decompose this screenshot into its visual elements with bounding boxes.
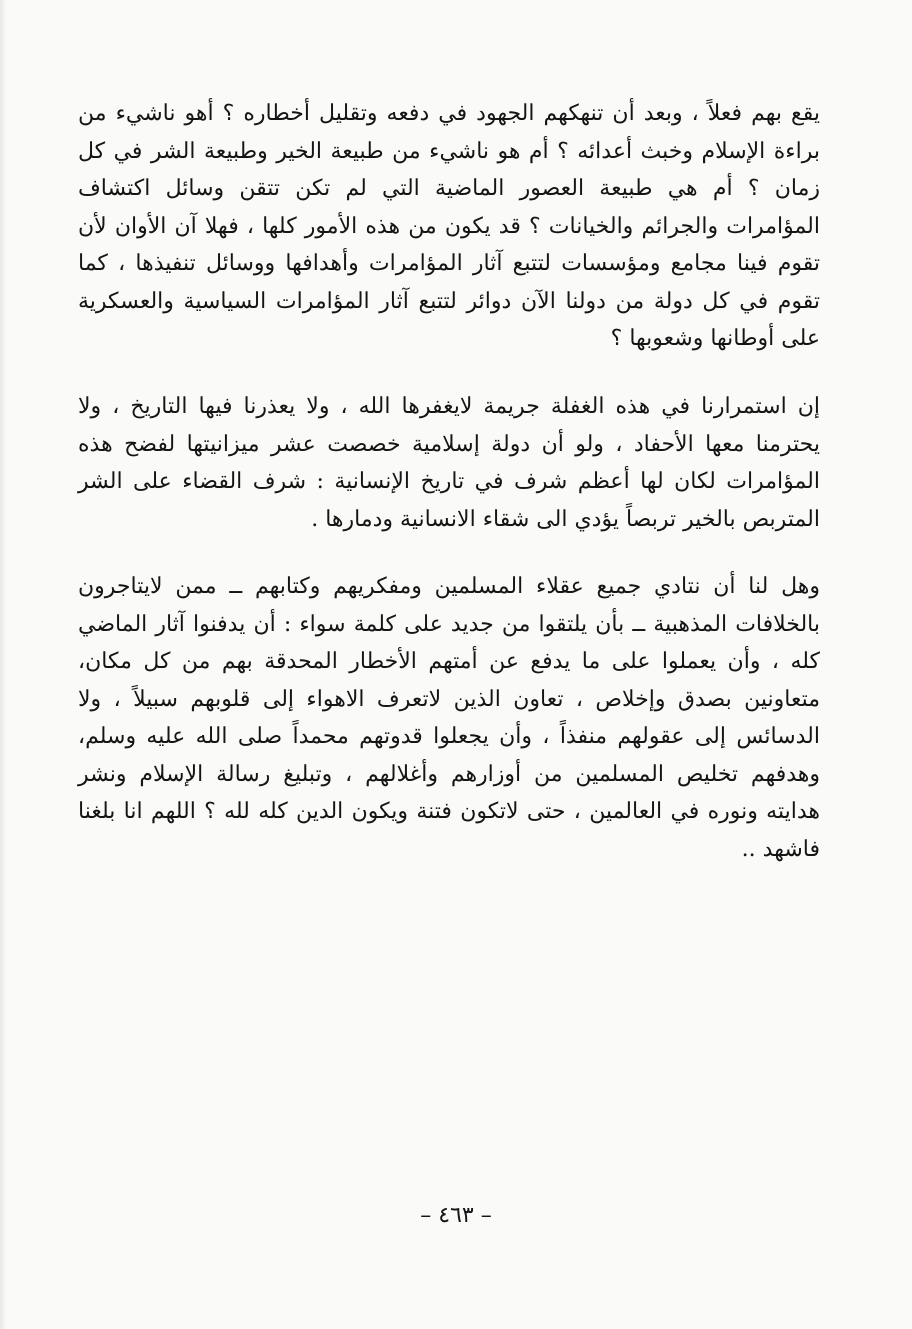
paragraph-3: [78, 568, 820, 868]
paragraph-3-text: وهل لنا أن نتادي جميع عقلاء المسلمين ومفكريهم وكتابهم ــ ممن لايتاجرون بالخلافات المذهبية ــ بأن يلتقوا من جديد على كلمة سواء : أن يدفنوا آثار الماضي كله ، وأن يعملوا على ما يدفع عن أمتهم الأخطار المحدقة بهم من كل مكان، متعاونين بصدق وإخلاص ، تعاون الذين لاتعرف الاهواء إلى قلوبهم سبيلاً ، ولا الدسائس إلى عقولهم منفذاً ، وأن يجعلوا قدوتهم محمداً صلى الله عليه وسلم، وهدفهم تخليص المسلمين من أوزارهم وأغلالهم ، وتبليغ رسالة الإسلام ونشر هدايته ونوره في العالمين ، حتى لاتكون فتنة ويكون الدين كله لله ؟ اللهم انا بلغنا فاشهد ..: [78, 574, 821, 862]
paragraph-1: [78, 95, 820, 358]
paragraph-1-text: يقع بهم فعلاً ، وبعد أن تنهكهم الجهود في دفعه وتقليل أخطاره ؟ أهو ناشيء من براءة الإسلام وخبث أعدائه ؟ أم هو ناشيء من طبيعة الخير وطبيعة الشر في كل زمان ؟ أم هي طبيعة العصور الماضية التي لم تكن تتقن وسائل اكتشاف المؤامرات والجرائم والخيانات ؟ قد يكون من هذه الأمور كلها ، فهلا آن الأوان لأن تقوم فينا مجامع ومؤسسات لتتبع آثار المؤامرات وأهدافها ووسائل تنفيذها ، كما تقوم في كل دولة من دولنا الآن دوائر لتتبع آثار المؤامرات السياسية والعسكرية على أوطانها وشعوبها ؟: [78, 101, 820, 351]
paragraph-2-text: إن استمرارنا في هذه الغفلة جريمة لايغفرها الله ، ولا يعذرنا فيها التاريخ ، ولا يحترمنا معها الأحفاد ، ولو أن دولة إسلامية خصصت عشر ميزانيتها لفضح هذه المؤامرات لكان لها أعظم شرف في تاريخ الإنسانية : شرف القضاء على الشر المتربص بالخير تربصاً يؤدي الى شقاء الانسانية ودمارها .: [78, 394, 820, 532]
paragraph-2: [78, 388, 820, 538]
page-edge-shadow: [0, 0, 6, 1329]
page-number: – ٤٦٣ –: [420, 1203, 492, 1228]
